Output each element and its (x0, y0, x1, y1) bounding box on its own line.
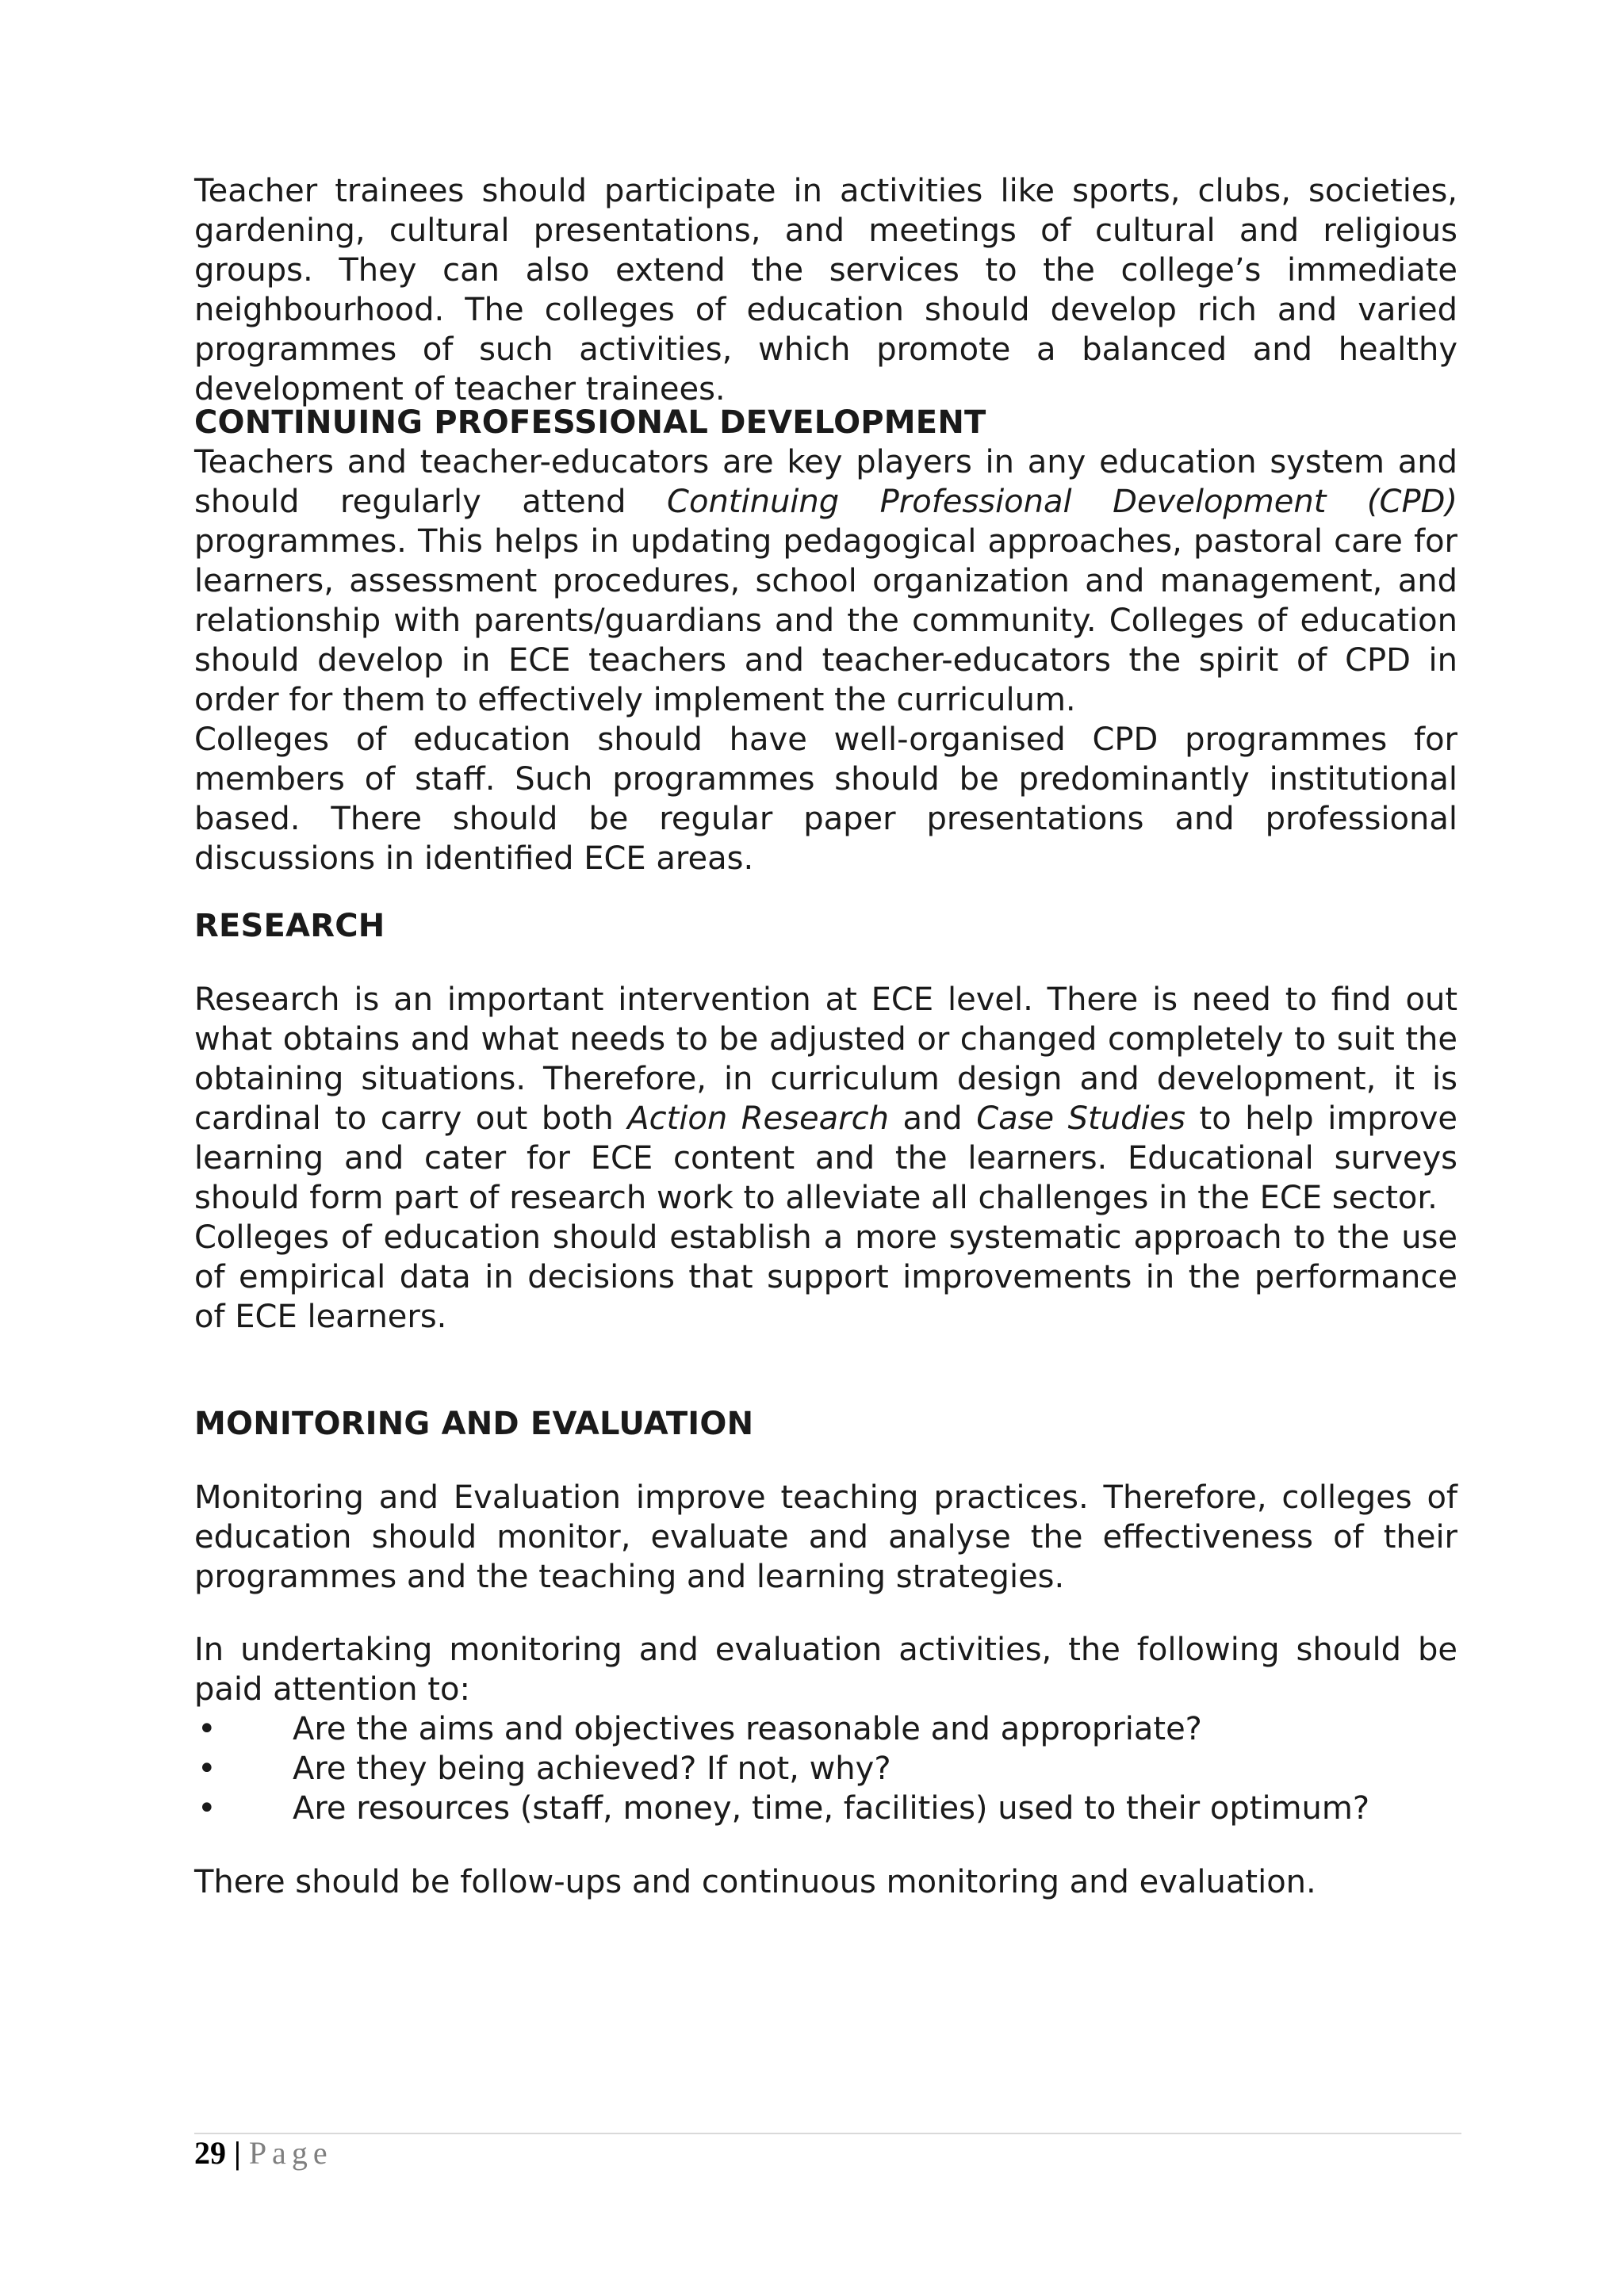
bullet-icon: • (197, 1790, 216, 1827)
list-item (194, 1709, 1457, 1749)
cpd-paragraph-2: Colleges of education should have well-organised CPD programmes for members of staff. Such programmes should be predominantly institutional based. There should be regular paper presentations and professional discussions in identified ECE areas. (194, 721, 1457, 877)
research-paragraph-1 (194, 980, 1457, 1218)
list-item-text: Are they being achieved? If not, why? (293, 1751, 891, 1787)
monitoring-paragraph-1: Monitoring and Evaluation improve teaching practices. Therefore, colleges of education should monitor, evaluate and analyse the effectiveness of their programmes and the teaching and learning strategies. (194, 1479, 1457, 1595)
cpd-paragraph-1 (194, 442, 1457, 720)
cpd-italic-term: Continuing Professional Development (CPD) (667, 484, 1457, 520)
page-footer (194, 2133, 333, 2173)
footer-divider (194, 2133, 1461, 2134)
research-heading: RESEARCH (194, 908, 385, 944)
list-item-text: Are the aims and objectives reasonable and appropriate? (293, 1711, 1202, 1747)
cpd-heading: CONTINUING PROFESSIONAL DEVELOPMENT (194, 404, 986, 441)
research-text-b: and (888, 1100, 977, 1137)
research-text-c: to help improve learning and cater for ECE content and the learners. Educational surveys should form part of research work to alleviate all challenges in the ECE sector. (194, 1100, 1458, 1216)
monitoring-heading: MONITORING AND EVALUATION (194, 1406, 754, 1442)
research-paragraph-2: Colleges of education should establish a more systematic approach to the use of empirical data in decisions that support improvements in the performance of ECE learners. (194, 1219, 1457, 1335)
cpd-text-b: programmes. This helps in updating pedagogical approaches, pastoral care for learners, assessment procedures, school organization and management, and relationship with parents/guardians and the community. Colleges of education should develop in ECE teachers and teacher-educators the spirit of CPD in order for them to effectively implement the curriculum. (194, 523, 1457, 718)
cpd-text-a: Teachers and teacher-educators are key players in any education system and should regularly attend (194, 444, 1457, 520)
research-text-a: Research is an important intervention at ECE level. There is need to find out what obtains and what needs to be adjusted or changed completely to suit the obtaining situations. Therefore, in curriculum design and development, it is cardinal to carry out both (194, 982, 1457, 1137)
bullet-icon: • (197, 1751, 216, 1787)
page-number: 29 (194, 2135, 226, 2171)
page-label: Page (248, 2135, 333, 2171)
list-item (194, 1789, 1457, 1828)
monitoring-bullet-list (194, 1709, 1457, 1828)
intro-paragraph: Teacher trainees should participate in activities like sports, clubs, societies, gardening, cultural presentations, and meetings of cultural and religious groups. They can also extend the services to the college’s immediate neighbourhood. The colleges of education should develop rich and varied programmes of such activities, which promote a balanced and healthy development of teacher trainees. (194, 173, 1457, 408)
research-italic-action: Action Research (627, 1100, 889, 1137)
footer-separator: | (234, 2135, 241, 2171)
research-italic-case: Case Studies (976, 1100, 1186, 1137)
monitoring-paragraph-2: In undertaking monitoring and evaluation activities, the following should be paid attention to: (194, 1632, 1457, 1708)
list-item (194, 1749, 1457, 1789)
list-item-text: Are resources (staff, money, time, facilities) used to their optimum? (293, 1790, 1370, 1827)
bullet-icon: • (197, 1711, 216, 1747)
monitoring-closing: There should be follow-ups and continuous monitoring and evaluation. (194, 1864, 1316, 1900)
